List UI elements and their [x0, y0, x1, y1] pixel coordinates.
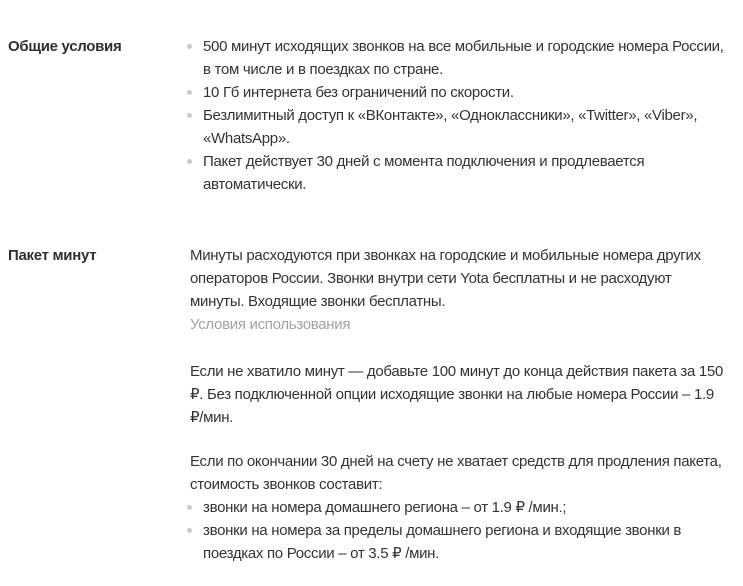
- list-item-text: Безлимитный доступ к «ВКонтакте», «Одноклассники», «Twitter», «Viber», «WhatsApp».: [203, 107, 698, 147]
- section-row-general-terms: [8, 35, 727, 196]
- list-item-text: звонки на номера за пределы домашнего региона и входящие звонки в поездках по России – от 3.5 ₽ /мин.: [203, 522, 682, 562]
- list-item-text: звонки на номера домашнего региона – от 1.9 ₽ /мин.;: [203, 499, 567, 516]
- list-item-text: Пакет действует 30 дней с момента подключения и продлевается автоматически.: [203, 153, 645, 193]
- bullet-icon: [187, 90, 192, 95]
- conditions-list: [187, 35, 727, 196]
- bullet-icon: [187, 505, 192, 510]
- usage-terms-subheading: Условия использования: [190, 316, 351, 333]
- bullet-icon: [187, 113, 192, 118]
- section-label-general-terms: Общие условия: [8, 38, 122, 55]
- section-row-minutes-package: [8, 244, 727, 565]
- section-content-general-terms: [190, 35, 727, 196]
- list-item: [187, 496, 727, 519]
- add-minutes-paragraph: Если не хватило минут — добавьте 100 минут до конца действия пакета за 150 ₽. Без подключенной опции исходящие звонки на любые номера России – 1.9 ₽/мин.: [190, 363, 723, 426]
- package-expiry-paragraph: Если по окончании 30 дней на счету не хватает средств для продления пакета, стоимость звонков составит:: [190, 453, 722, 493]
- section-content-minutes-package: [190, 244, 727, 565]
- list-item: [187, 519, 727, 565]
- bullet-icon: [187, 44, 192, 49]
- section-label-minutes-package: Пакет минут: [8, 247, 97, 264]
- list-item-text: 10 Гб интернета без ограничений по скорости.: [203, 84, 514, 101]
- bullet-icon: [187, 528, 192, 533]
- list-item-text: 500 минут исходящих звонков на все мобильные и городские номера России, в том числе и в поездках по стране.: [203, 38, 724, 78]
- list-item: [187, 104, 727, 150]
- bullet-icon: [187, 159, 192, 164]
- list-item: [187, 150, 727, 196]
- list-item: [187, 35, 727, 81]
- call-rates-list: [187, 496, 727, 565]
- list-item: [187, 81, 727, 104]
- minutes-usage-paragraph: Минуты расходуются при звонках на городские и мобильные номера других операторов России. Звонки внутри сети Yota бесплатны и не расходуют минуты. Входящие звонки бесплатны.: [190, 247, 701, 310]
